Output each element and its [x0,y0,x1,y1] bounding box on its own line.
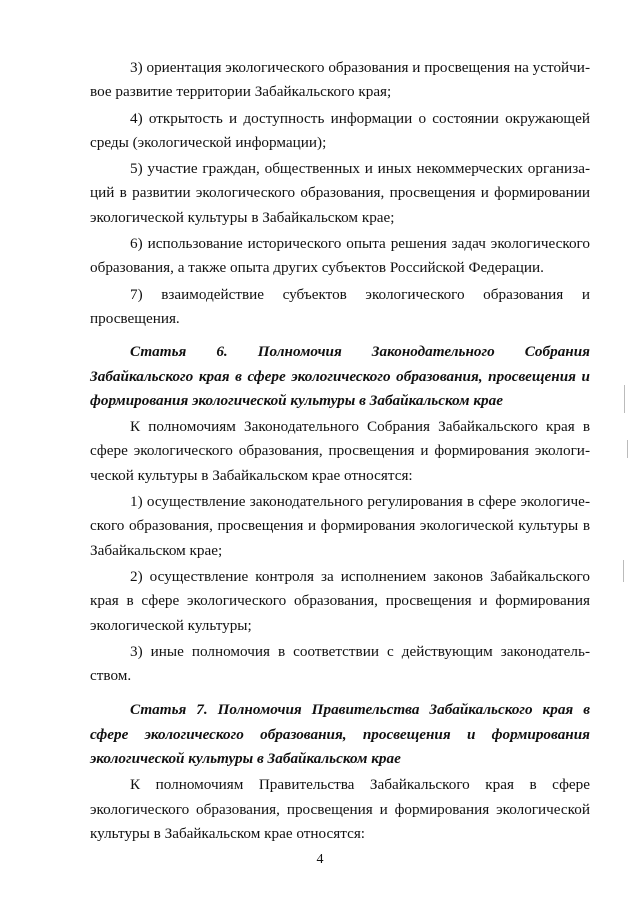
scan-margin-mark [624,385,625,413]
scan-margin-mark [627,440,628,458]
paragraph-item-6: 6) использование исторического опыта решения задач экологического образования, а также опыта других субъектов Российской Федерации. [90,235,590,277]
article-6-item-3: 3) иные полномочия в соответствии с действующим законодательством. [90,642,590,685]
page-number: 4 [316,852,324,867]
article-6-heading: Статья 6. Полномочия Законодательного Собрания Забайкальского края в сфере экологического образования, просвещения и формирования экологической культуры в Забайкальском крае [90,343,590,409]
scan-margin-mark [623,560,624,582]
article-7-intro: К полномочиям Правительства Забайкальского края в сфере экологического образования, просвещения и формирования экологической культуры в Забайкальском крае относятся: [90,776,590,842]
article-7-heading: Статья 7. Полномочия Правительства Забайкальского края в сфере экологического образования, просвещения и формирования экологической культуры в Забайкальском крае [90,701,590,768]
article-6-item-1: 1) осуществление законодательного регулирования в сфере экологического образования, просвещения и формирования экологической культуры в Забайкальском крае; [90,493,590,559]
article-6-item-2: 2) осуществление контроля за исполнением законов Забайкальского края в сфере экологического образования, просвещения и формирования экологической культуры; [90,567,590,634]
paragraph-item-4: 4) открытость и доступность информации о состоянии окружающей среды (экологической информации); [90,109,590,151]
article-6-intro: К полномочиям Законодательного Собрания Забайкальского края в сфере экологического образования, просвещения и формирования экологической культуры в Забайкальском крае относятся: [90,418,590,484]
document-body [90,56,590,846]
paragraph-item-7: 7) взаимодействие субъектов экологического образования и просвещения. [90,285,590,327]
paragraph-item-5: 5) участие граждан, общественных и иных некоммерческих организаций в развитии экологического образования, просвещения и формировании экологической культуры в Забайкальском крае; [90,160,590,226]
paragraph-item-3: 3) ориентация экологического образования и просвещения на устойчивое развитие территории Забайкальского края; [90,59,590,101]
